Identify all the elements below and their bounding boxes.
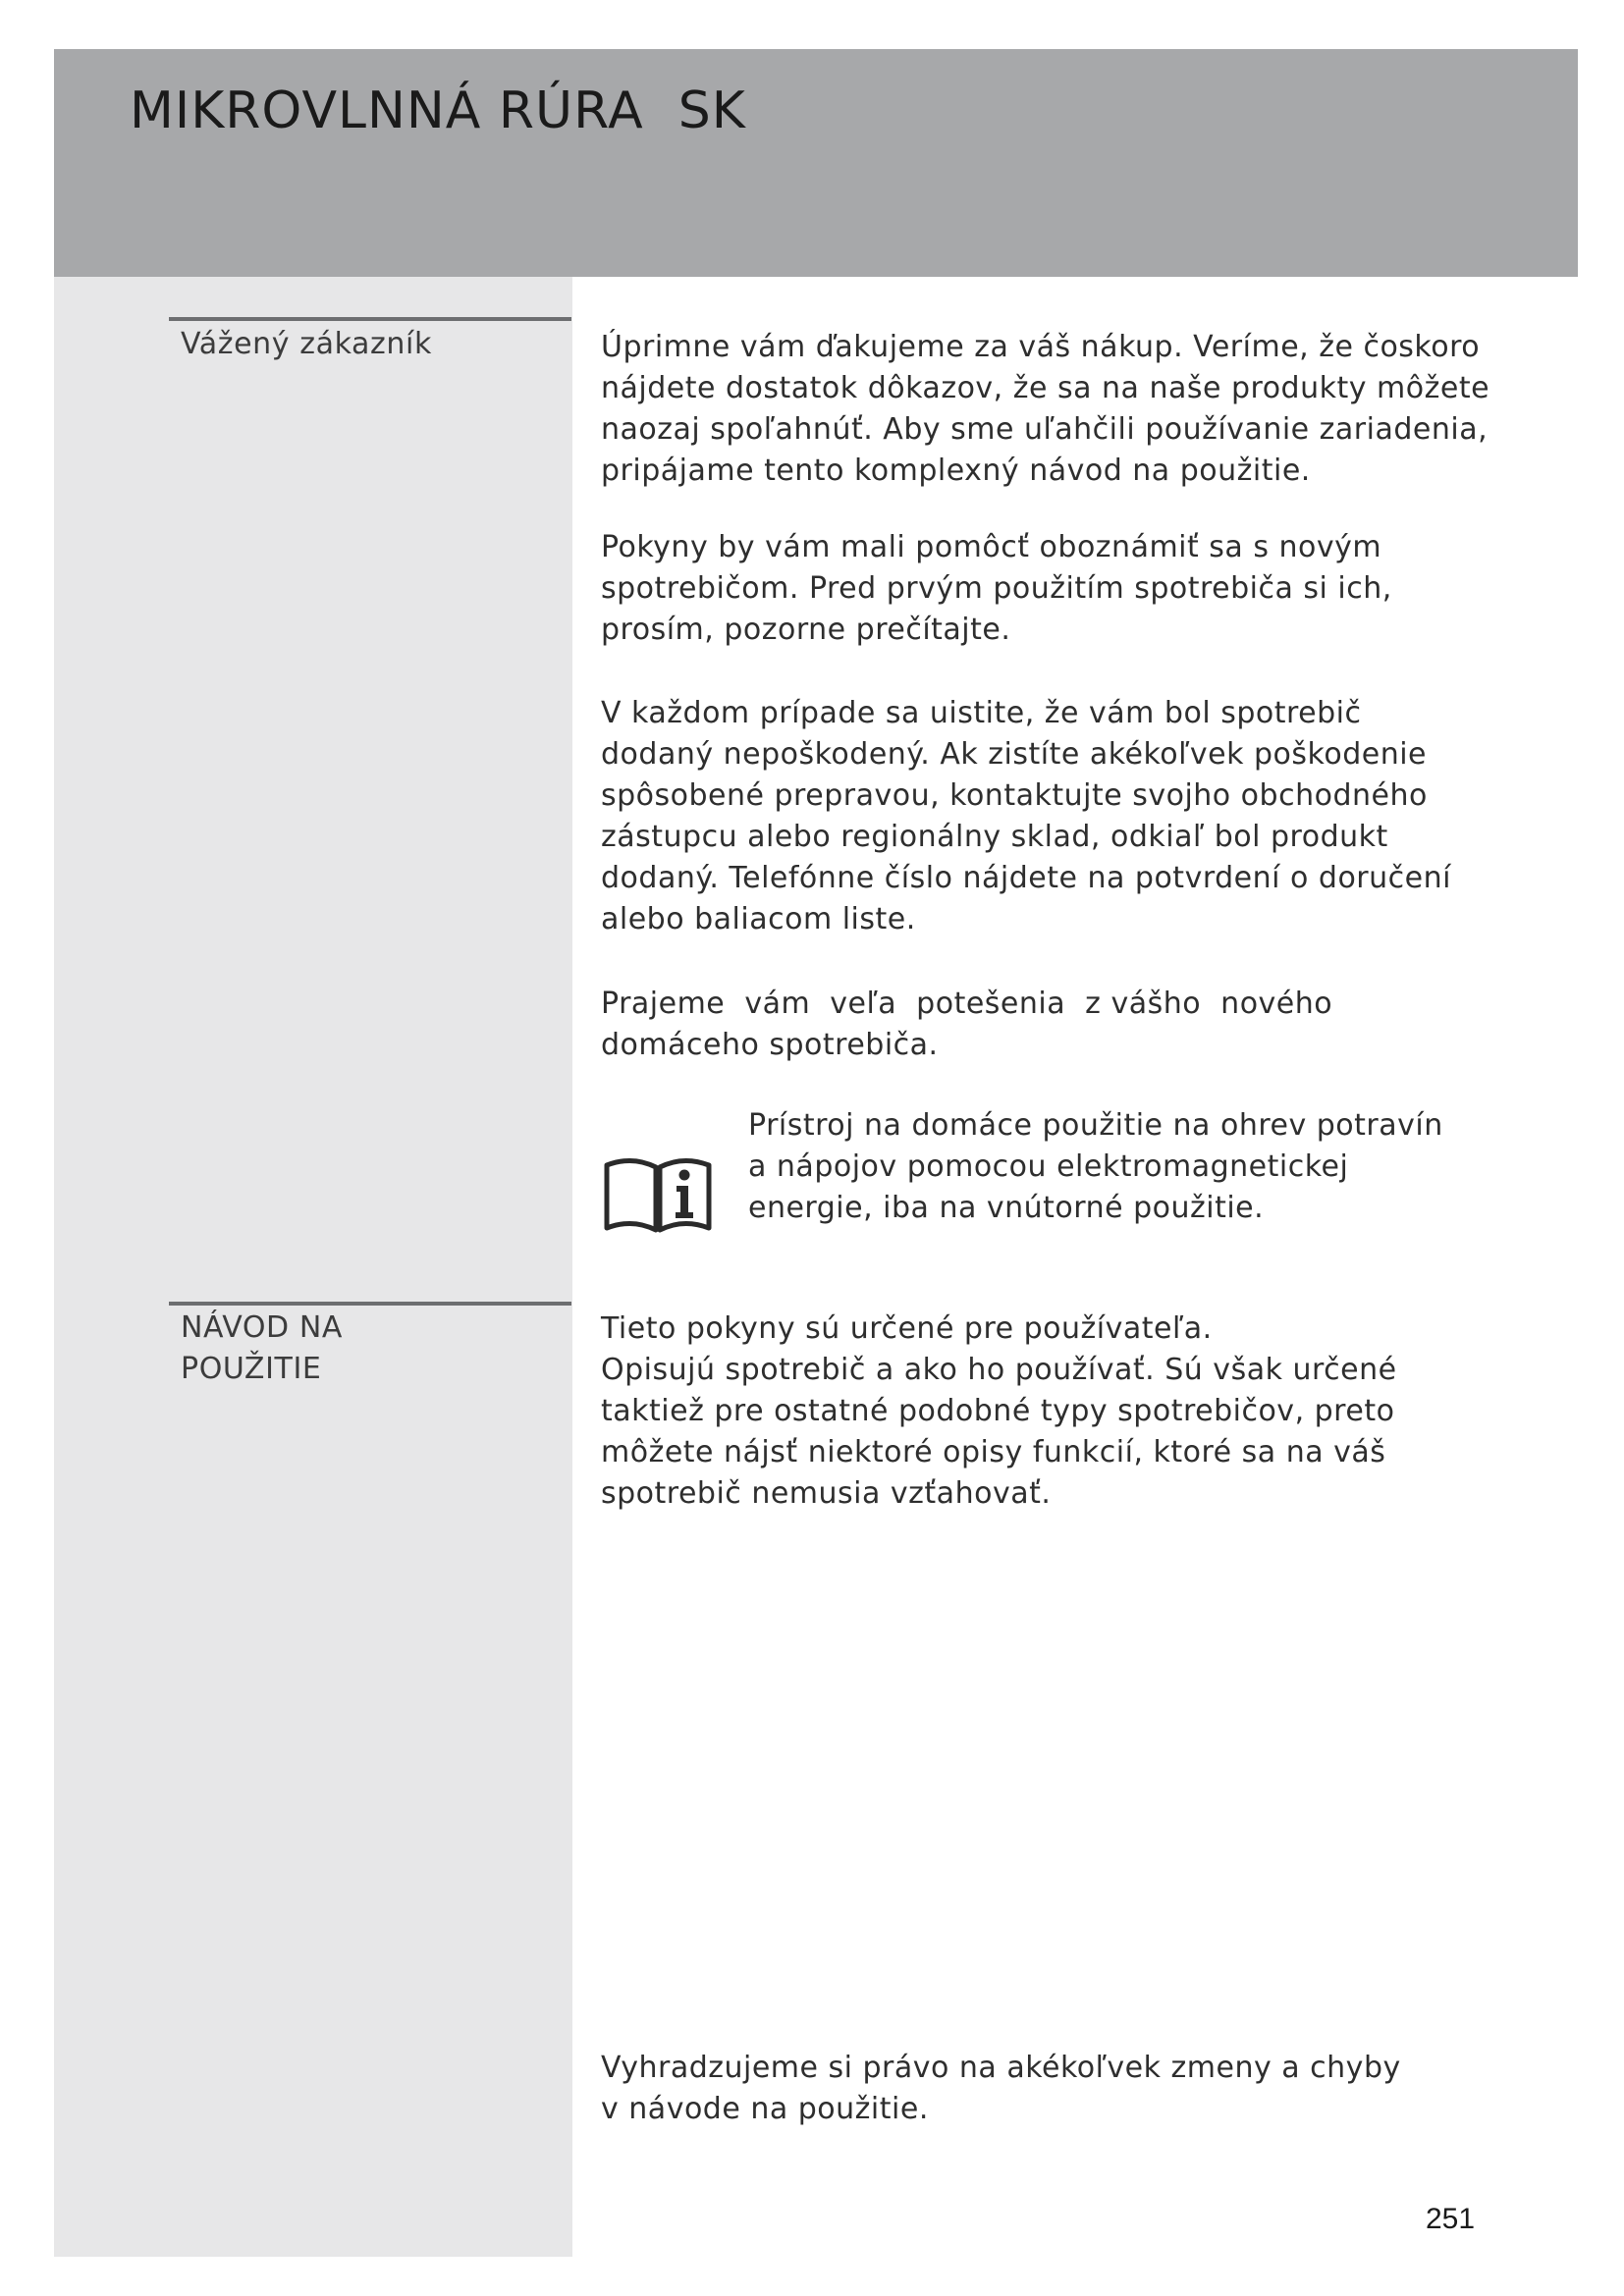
page-title: MIKROVLNNÁ RÚRA SK	[130, 81, 746, 140]
sidebar-panel	[54, 277, 572, 2257]
wishes-paragraph: Prajeme vám veľa potešenia z vášho nového domáceho spotrebiča.	[601, 987, 1333, 1062]
disclaimer-text: Vyhradzujeme si právo na akékoľvek zmeny a chyby v návode na použitie.	[601, 2051, 1401, 2126]
page-number: 251	[1426, 2203, 1476, 2235]
intro-paragraph: Úprimne vám ďakujeme za váš nákup. Veríme, že čoskoro nájdete dostatok dôkazov, že sa na naše produkty môžete naozaj spoľahnúť. Aby sme uľahčili používanie zariadenia, pripájame tento komplexný návod na použitie.	[601, 330, 1490, 488]
manual-description-paragraph: Tieto pokyny sú určené pre používateľa. Opisujú spotrebič a ako ho používať. Sú však určené taktiež pre ostatné podobné typy spotrebičov, preto môžete nájsť niektoré opisy funkcií, ktoré sa na váš spotrebič nemusia vzťahovať.	[601, 1311, 1397, 1511]
read-manual-info-icon	[603, 1151, 713, 1236]
delivery-check-paragraph: V každom prípade sa uistite, že vám bol spotrebič dodaný nepoškodený. Ak zistíte akékoľvek poškodenie spôsobené prepravou, kontaktujte svojho obchodného zástupcu alebo regionálny sklad, odkiaľ bol produkt dodaný. Telefónne číslo nájdete na potvrdení o doručení alebo baliacom liste.	[601, 696, 1451, 936]
section-label-manual: NÁVOD NA POUŽITIE	[181, 1310, 344, 1386]
domestic-use-note: Prístroj na domáce použitie na ohrev potravín a nápojov pomocou elektromagnetickej energie, iba na vnútorné použitie.	[748, 1108, 1443, 1225]
section-divider	[169, 317, 571, 321]
section-label-customer: Vážený zákazník	[181, 327, 432, 361]
instructions-paragraph: Pokyny by vám mali pomôcť oboznámiť sa s novým spotrebičom. Pred prvým použitím spotrebiča si ich, prosím, pozorne prečítajte.	[601, 530, 1392, 647]
section-divider	[169, 1302, 571, 1306]
